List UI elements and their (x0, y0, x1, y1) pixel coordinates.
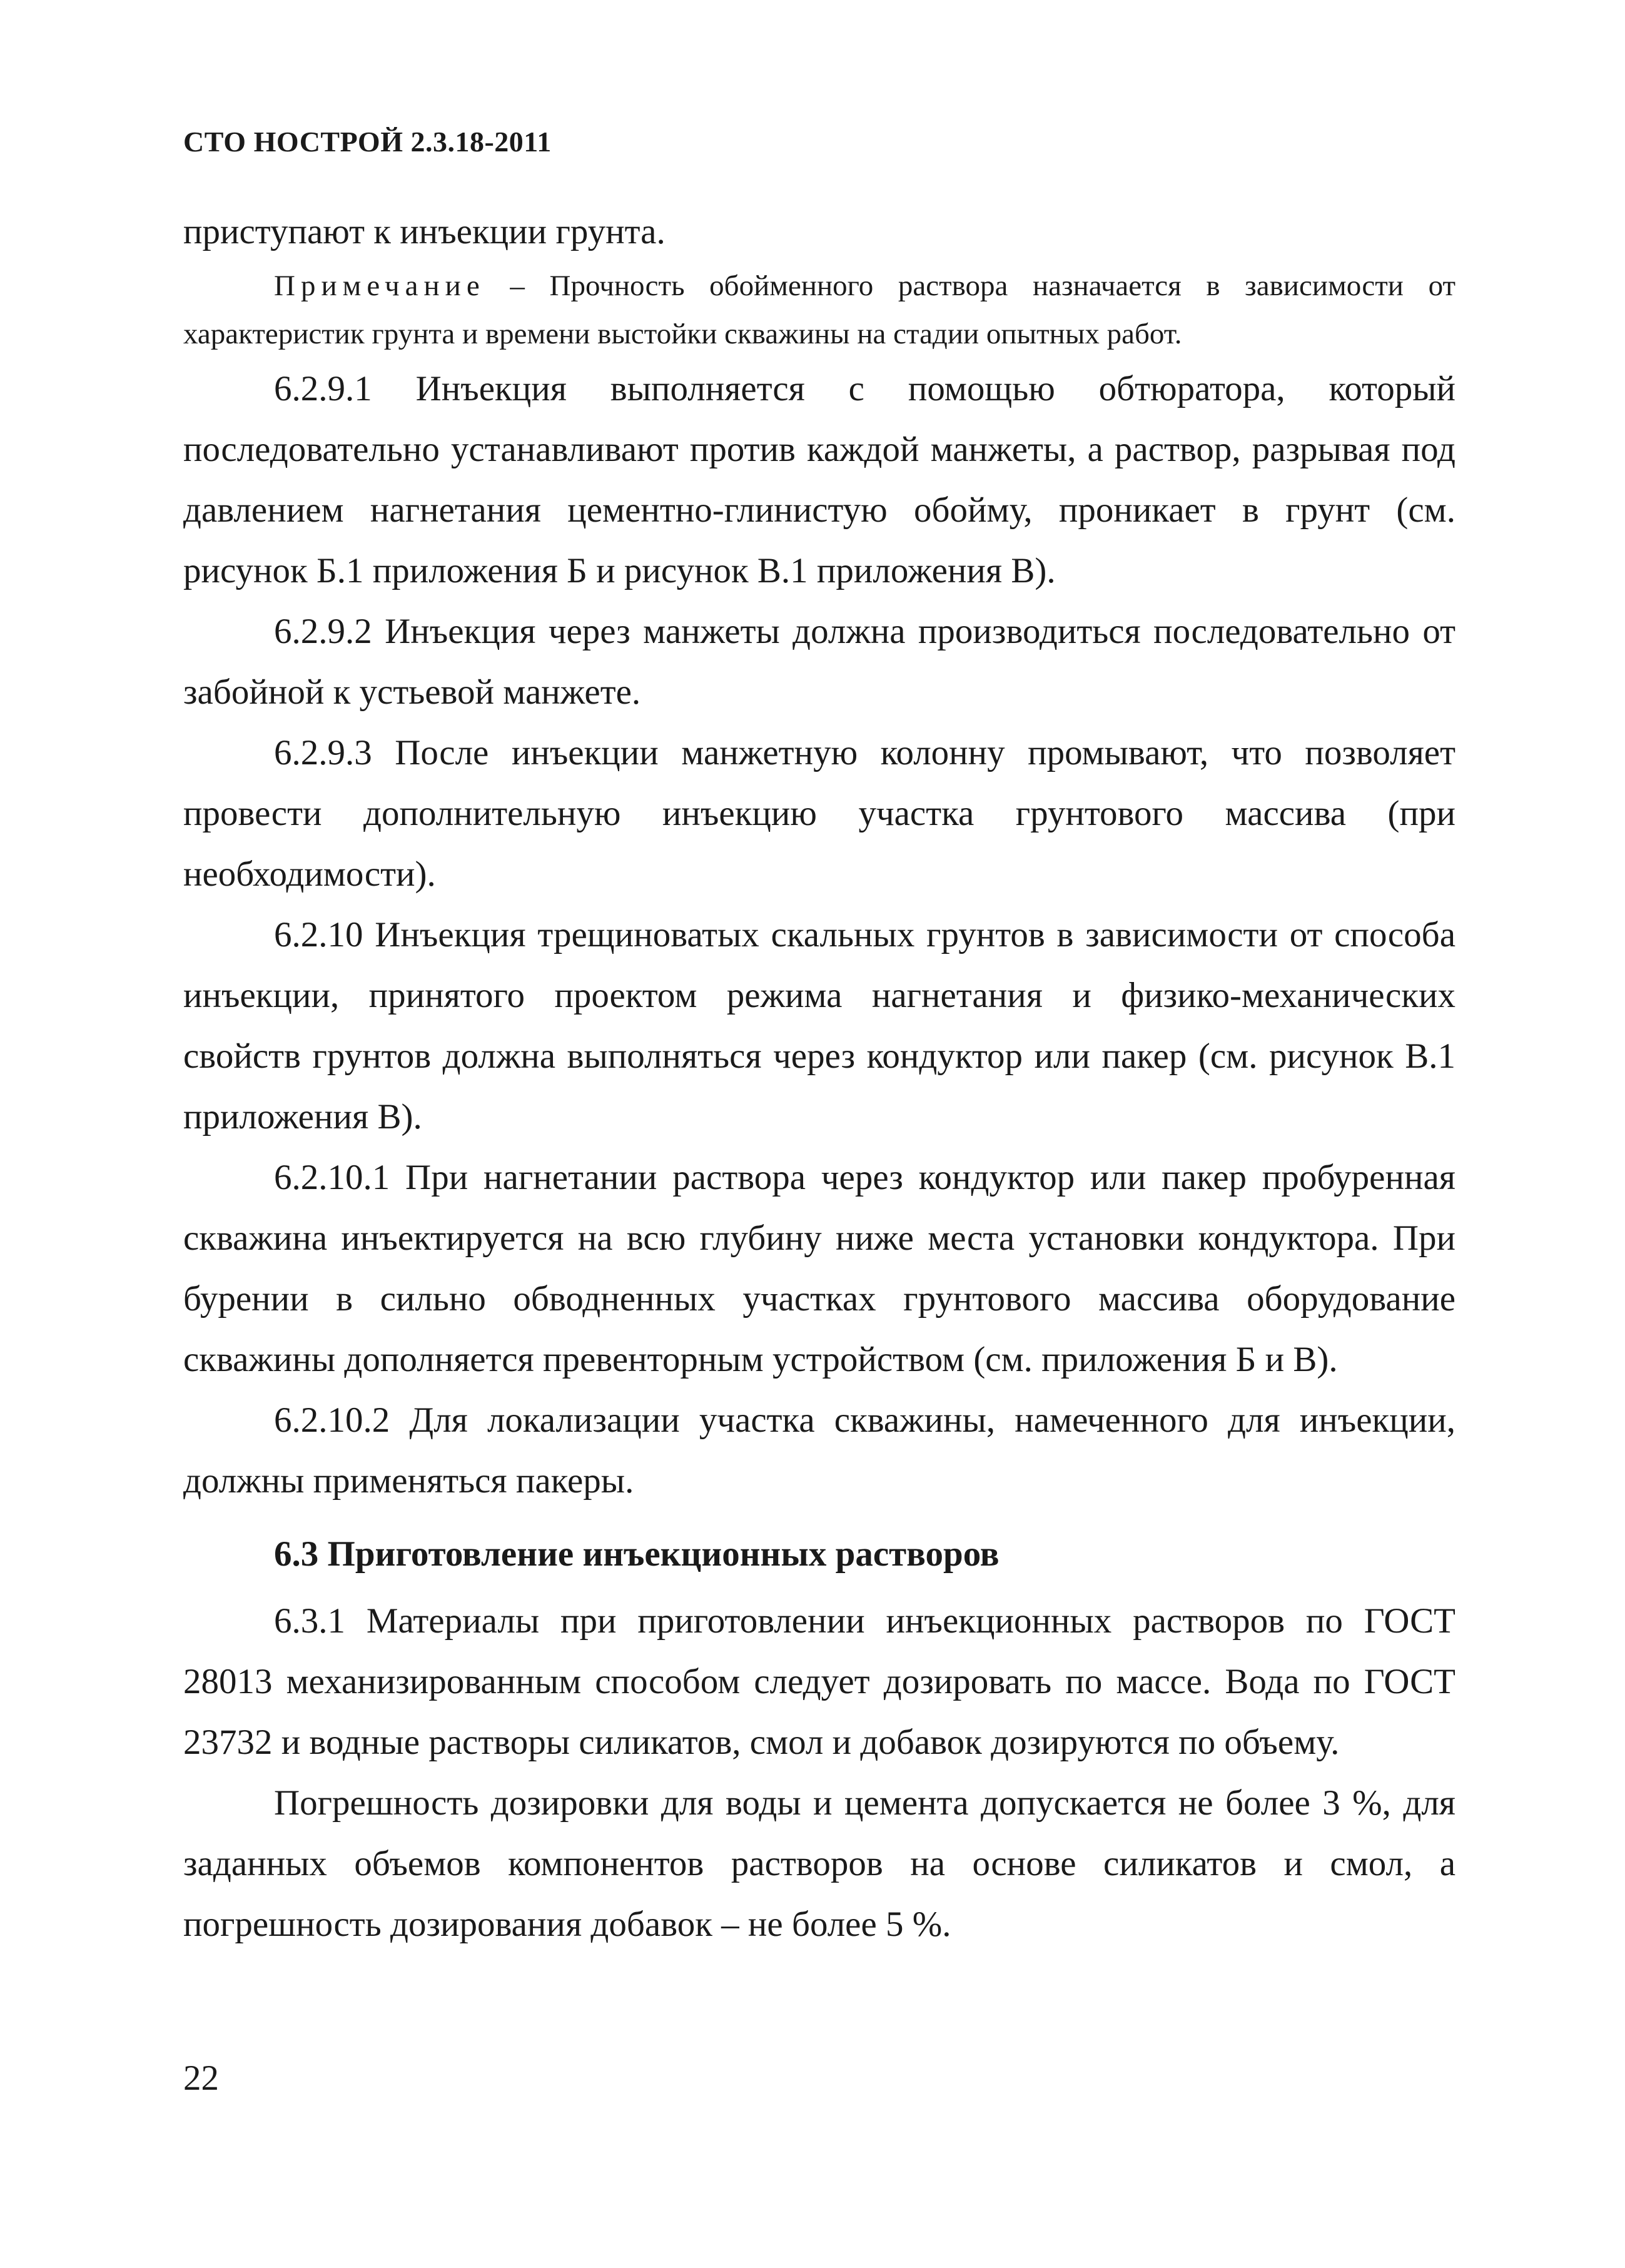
paragraph-6-2-10: 6.2.10 Инъекция трещиноватых скальных грунтов в зависимости от способа инъекции, принятого проектом режима нагнетания и физико-механических свойств грунтов должна выполняться через кондуктор или пакер (см. рисунок В.1 приложения В). (183, 915, 1455, 1137)
section-heading-6-3: 6.3 Приготовление инъекционных растворов (274, 1534, 1000, 1574)
document-body (183, 201, 1455, 1955)
page-number: 22 (183, 2058, 219, 2098)
paragraph-tolerance: Погрешность дозировки для воды и цемента допускается не более 3 %, для заданных объемов компонентов растворов на основе силикатов и смол, а погрешность дозирования добавок – не более 5 %. (183, 1783, 1455, 1944)
paragraph-6-2-10-1: 6.2.10.1 При нагнетании раствора через кондуктор или пакер пробуренная скважина инъектируется на всю глубину ниже места установки кондуктора. При бурении в сильно обводненных участках грунтового массива оборудование скважины дополняется превенторным устройством (см. приложения Б и В). (183, 1158, 1455, 1379)
paragraph-6-3-1: 6.3.1 Материалы при приготовлении инъекционных растворов по ГОСТ 28013 механизированным способом следует дозировать по массе. Вода по ГОСТ 23732 и водные растворы силикатов, смол и добавок дозируются по объему. (183, 1601, 1455, 1762)
paragraph-6-2-9-1: 6.2.9.1 Инъекция выполняется с помощью обтюратора, который последовательно устанавливают против каждой манжеты, а раствор, разрывая под давлением нагнетания цементно-глинистую обойму, проникает в грунт (см. рисунок Б.1 приложения Б и рисунок В.1 приложения В). (183, 369, 1455, 590)
paragraph-continuation: приступают к инъекции грунта. (183, 212, 666, 251)
note-label: Примечание (274, 270, 485, 302)
note-paragraph (183, 262, 1455, 358)
paragraph-6-2-9-2: 6.2.9.2 Инъекция через манжеты должна производиться последовательно от забойной к устьевой манжете. (183, 612, 1455, 712)
paragraph-6-2-10-2: 6.2.10.2 Для локализации участка скважины, намеченного для инъекции, должны применяться пакеры. (183, 1400, 1455, 1501)
document-code-header: СТО НОСТРОЙ 2.3.18-2011 (183, 126, 552, 158)
paragraph-6-2-9-3: 6.2.9.3 После инъекции манжетную колонну промывают, что позволяет провести дополнительную инъекцию участка грунтового массива (при необходимости). (183, 733, 1455, 894)
note-text: – Прочность обойменного раствора назначается в зависимости от характеристик грунта и времени выстойки скважины на стадии опытных работ. (183, 270, 1455, 350)
